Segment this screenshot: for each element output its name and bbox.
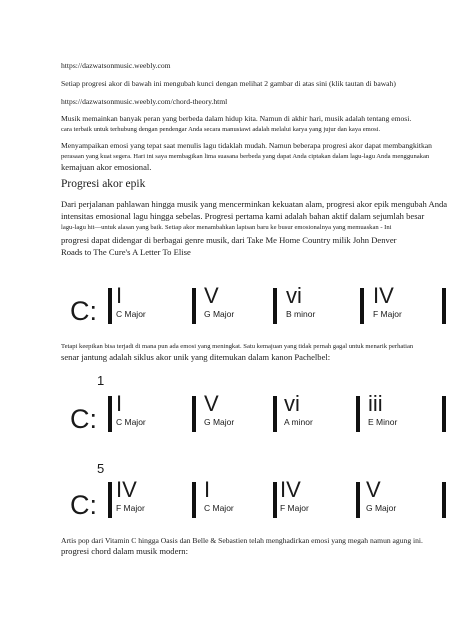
chord-name: G Major [204, 309, 235, 319]
chord-cell [116, 284, 146, 319]
key-label: C: [70, 490, 97, 520]
chord-numeral: I [116, 283, 123, 308]
chord-name: C Major [116, 309, 146, 319]
chord-numeral: IV [280, 477, 301, 502]
paragraph-musik [61, 113, 416, 135]
chord-progression-row-1 [70, 283, 450, 338]
chord-numeral: vi [284, 391, 300, 416]
intro-sentence: Setiap progresi akor di bawah ini mengubah kunci dengan melihat 2 gambar di atas sini (klik tautan di bawah) [61, 79, 396, 88]
text-line: lagu-lagu hit—untuk alasan yang baik. Setiap akor menambahkan lapisan baru ke busur emosionalnya yang memuaskan - Ini [61, 224, 392, 231]
chord-cell [366, 478, 396, 513]
bar-line [108, 288, 112, 324]
bar-line [273, 482, 277, 518]
section-heading: Progresi akor epik [61, 178, 146, 190]
chord-cell [284, 392, 313, 427]
text-line: intensitas emosional lagu hingga sebelas. Progresi pertama kami adalah bahan aktif dalam sejumlah besar [61, 211, 425, 221]
chord-cell [204, 392, 234, 427]
bar-line [273, 396, 277, 432]
text-line: progresi chord dalam musik modern: [61, 546, 188, 556]
chord-name: F Major [116, 503, 145, 513]
chord-cell [286, 284, 315, 319]
chord-name: E Minor [368, 417, 398, 427]
bar-line [192, 396, 196, 432]
text-line: Dari perjalanan pahlawan hingga musik yang mencerminkan kekuatan alam, progresi akor epik mengubah Anda [61, 199, 448, 209]
text-line: Artis pop dari Vitamin C hingga Oasis dan Belle & Sebastien telah menghadirkan emosi yang megah namun agung ini. [61, 536, 423, 545]
key-label: C: [70, 404, 97, 434]
chord-numeral: iii [368, 391, 383, 416]
chord-name: F Major [373, 309, 402, 319]
chord-name: F Major [280, 503, 309, 513]
measure-number: 1 [97, 373, 105, 388]
chord-cell [373, 284, 402, 319]
chord-cell [116, 392, 146, 427]
paragraph-tetapi [61, 341, 416, 363]
bar-line [442, 288, 446, 324]
chord-numeral: V [204, 391, 219, 416]
bar-line [442, 482, 446, 518]
chord-numeral: I [204, 477, 211, 502]
chord-name: C Major [204, 503, 234, 513]
url-line-1[interactable]: https://dazwatsonmusic.weebly.com [61, 61, 171, 70]
chord-cell [116, 478, 145, 513]
bar-line [356, 482, 360, 518]
bar-line [356, 396, 360, 432]
chord-numeral: V [366, 477, 381, 502]
chord-name: G Major [204, 417, 235, 427]
key-label: C: [70, 296, 97, 326]
chord-numeral: IV [373, 283, 394, 308]
paragraph-epik [61, 198, 448, 258]
bar-line [360, 288, 364, 324]
text-line: kemajuan akor emosional. [61, 162, 152, 172]
chord-numeral: I [116, 391, 123, 416]
chord-name: B minor [286, 309, 316, 319]
bar-line [273, 288, 277, 324]
text-line: Musik memainkan banyak peran yang berbeda dalam hidup kita. Namun di akhir hari, musik adalah tentang emosi. [61, 114, 412, 123]
text-line: perasaan yang kuat segera. Hari ini saya membagikan lima suasana berbeda yang dapat Anda ciptakan dalam lagu-lagu Anda menggunakan [61, 153, 430, 160]
chord-cell [204, 284, 234, 319]
chord-cell [204, 478, 234, 513]
chord-cell [368, 392, 397, 427]
text-line: Menyampaikan emosi yang tepat saat menulis lagu tidaklah mudah. Namun beberapa progresi akor dapat membangkitkan [61, 141, 432, 150]
bar-line [108, 482, 112, 518]
text-line: Roads to The Cure's A Letter To Elise [61, 247, 191, 257]
chord-numeral: IV [116, 477, 137, 502]
bar-line [192, 482, 196, 518]
text-line: senar jantung adalah siklus akor unik yang ditemukan dalam kanon Pachelbel: [61, 352, 331, 362]
text-line: cara terbaik untuk terhubung dengan pendengar Anda secara manusiawi adalah melalui karya yang jujur dan kaya emosi. [61, 126, 381, 133]
chord-name: G Major [366, 503, 397, 513]
bar-line [192, 288, 196, 324]
chord-progression-row-3 [70, 477, 450, 532]
url-line-2[interactable]: https://dazwatsonmusic.weebly.com/chord-theory.html [61, 97, 228, 106]
paragraph-artis [61, 535, 423, 557]
chord-numeral: V [204, 283, 219, 308]
chord-numeral: vi [286, 283, 302, 308]
bar-line [442, 396, 446, 432]
chord-name: C Major [116, 417, 146, 427]
paragraph-menyampaikan [61, 140, 432, 173]
chord-progression-row-2 [70, 391, 450, 446]
text-line: progresi dapat didengar di berbagai genre musik, dari Take Me Home Country milik John Denver [61, 235, 397, 245]
chord-cell [280, 478, 309, 513]
chord-name: A minor [284, 417, 313, 427]
text-line: Tetapi keepikan bisa terjadi di mana pun ada emosi yang meningkat. Satu kemajuan yang tidak pernah gagal untuk menarik perhatian [61, 343, 414, 350]
measure-number: 5 [97, 461, 105, 476]
bar-line [108, 396, 112, 432]
